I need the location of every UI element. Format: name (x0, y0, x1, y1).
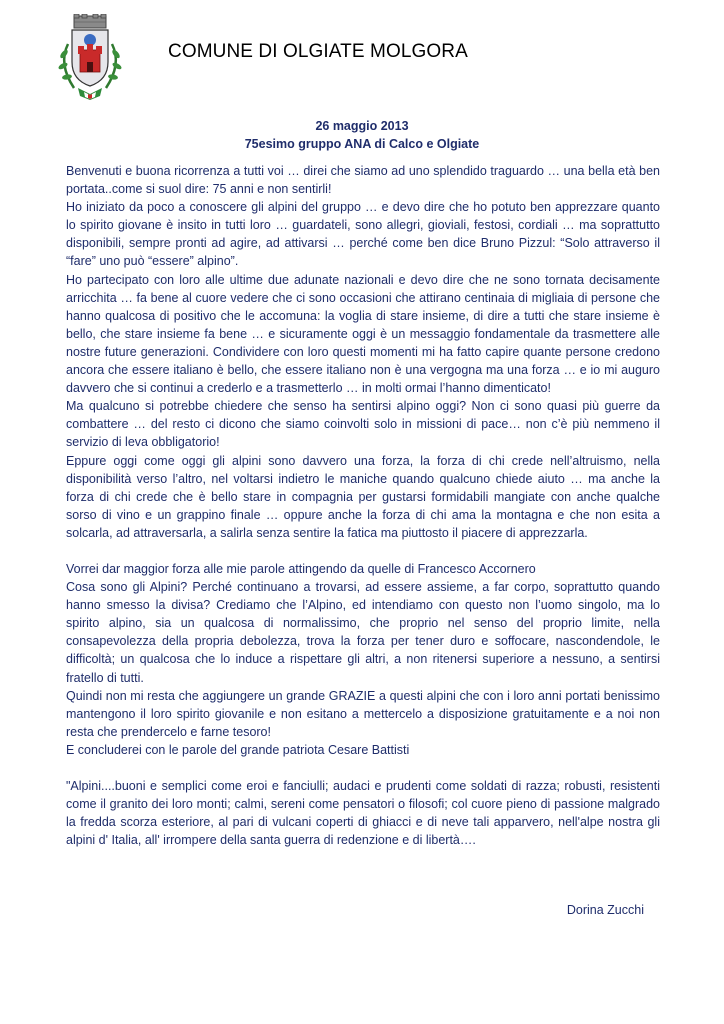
paragraph: Eppure oggi come oggi gli alpini sono davvero una forza, la forza di chi crede nell’altruismo, nella disponibilità verso l’altro, nel voltarsi indietro le maniche quando qualcuno chiede aiuto … ma anche la forza di chi crede che è bello stare in compagnia per gustarsi formidabili mangiate con anche qualche sorso di vino e un grappino finale … oppure anche la forza di chi ama la montagna e che non esita a solcarla, ad attraversarla, a salirla senza sentire la fatica ma piuttosto il piacere di apprezzarla. (66, 453, 660, 540)
signature: Dorina Zucchi (566, 903, 644, 917)
paragraph: Quindi non mi resta che aggiungere un grande GRAZIE a questi alpini che con i loro anni portati benissimo mantengono il loro spirito giovanile e non esitano a mettercelo a disposizione gratuitamente e a noi non resta che prendercelo e farne tesoro! (66, 688, 660, 739)
paragraph: Vorrei dar maggior forza alle mie parole attingendo da quelle di Francesco Accornero (66, 561, 536, 576)
paragraph: Cosa sono gli Alpini? Perché continuano a trovarsi, ad essere assieme, a far corpo, soprattutto quando hanno smesso la divisa? Crediamo che l’Alpino, ed intendiamo con questo non l’uomo singolo, ma lo spirito alpino, sia un qualcosa di normalissimo, che proprio nel senso del proprio limite, nella consapevolezza della propria debolezza, trova la forza per tener duro e soffocare, nascondendole, le difficoltà; un qualcosa che lo induce a rispettare gli altri, a non ritenersi superiore a nessuno, a sentirsi fratello di tutti. (66, 580, 660, 685)
municipal-coat-of-arms-icon (52, 14, 128, 104)
quote-paragraph: "Alpini....buoni e semplici come eroi e fanciulli; audaci e prudenti come soldati di razza; robusti, resistenti come il granito dei loro monti; calmi, sereni come pensatori o filosofi; col cuore pieno di passione malgrado la fredda scorza esteriore, al pari di vulcani coperti di ghiacci e di neve tali apparvero, nell'alpe nostra gli alpini d' Italia, all' irrompere della santa guerra di redenzione e di libertà…. (66, 779, 660, 848)
document-heading (0, 117, 724, 153)
paragraph: Ho partecipato con loro alle ultime due adunate nazionali e devo dire che ne sono tornata decisamente arricchita … fa bene al cuore vedere che ci sono occasioni che attirano centinaia di migliaia di persone che hanno qualcosa di positivo che le accomuna: la voglia di stare insieme, di dire a tutti che stare insieme è bello, che stare insieme fa bene … e sicuramente oggi è un messaggio fondamentale da trasmettere alle nostre future generazioni. Condividere con loro questi momenti mi ha fatto capire quante persone credono ancora che essere italiano è bello, che essere italiano non è una vergogna ma una forza … e io mi auguro davvero che si continui a crederlo e a trasmetterlo … in molti ormai l’hanno dimenticato! (66, 272, 660, 396)
paragraph: Ma qualcuno si potrebbe chiedere che senso ha sentirsi alpino oggi? Non ci sono quasi più guerre da combattere … del resto ci dicono che siamo coinvolti solo in missioni di pace… non c’è più nemmeno il servizio di leva obbligatorio! (66, 399, 660, 450)
paragraph: E concluderei con le parole del grande patriota Cesare Battisti (66, 742, 410, 757)
document-date: 26 maggio 2013 (315, 119, 409, 133)
paragraph: Benvenuti e buona ricorrenza a tutti voi … direi che siamo ad uno splendido traguardo … una bella età ben portata..come si suol dire: 75 anni e non sentirli! (66, 164, 660, 197)
page-title: COMUNE DI OLGIATE MOLGORA (168, 41, 468, 62)
document-subtitle: 75esimo gruppo ANA di Calco e Olgiate (244, 137, 480, 151)
paragraph: Ho iniziato da poco a conoscere gli alpini del gruppo … e devo dire che ho potuto ben apprezzare quanto lo spirito giovane è insito in tutti loro … guardateli, sono allegri, gioviali, festosi, cordiali … ma soprattutto disponibili, sempre pronti ad agire, ad attivarsi … perché come ben dice Bruno Pizzul: “Solo attraverso il “fare” uno può “essere” alpino”. (66, 200, 660, 269)
document-body (66, 162, 660, 849)
